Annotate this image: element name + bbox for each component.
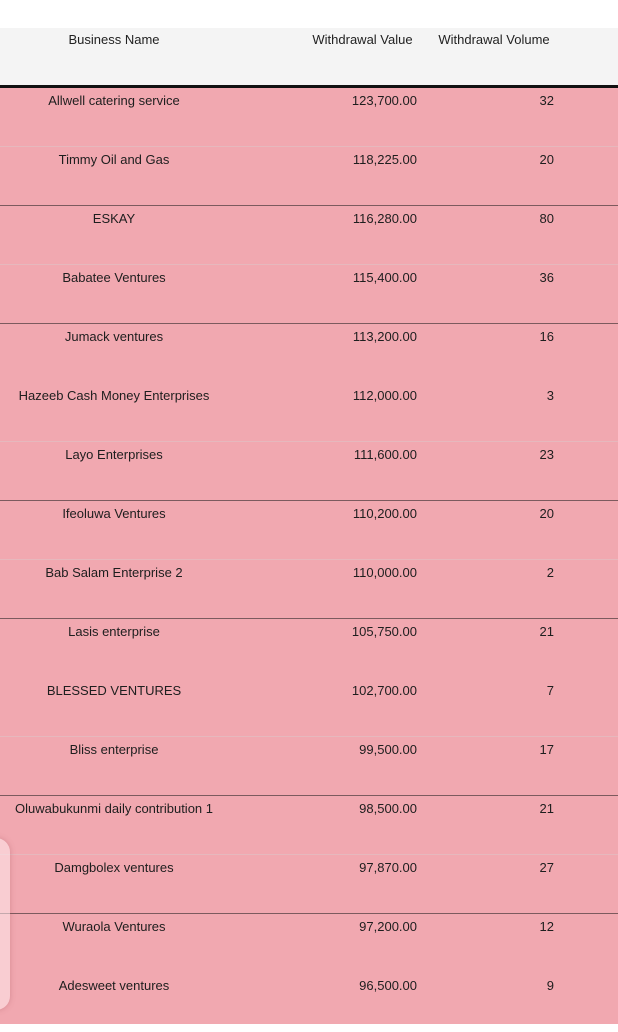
header-withdrawal-volume: Withdrawal Volume xyxy=(438,32,550,47)
withdrawal-volume-cell: 21 xyxy=(539,801,554,816)
withdrawal-value-cell: 96,500.00 xyxy=(359,978,417,993)
table-header xyxy=(0,28,618,88)
table-row[interactable] xyxy=(0,206,618,265)
withdrawal-volume-cell: 20 xyxy=(539,506,554,521)
withdrawal-volume-cell: 17 xyxy=(539,742,554,757)
withdrawal-volume-cell: 32 xyxy=(539,93,554,108)
withdrawal-value-cell: 97,870.00 xyxy=(359,860,417,875)
withdrawal-value-cell: 97,200.00 xyxy=(359,919,417,934)
withdrawal-value-cell: 102,700.00 xyxy=(351,683,417,698)
withdrawal-volume-cell: 12 xyxy=(539,919,554,934)
withdrawal-value-cell: 123,700.00 xyxy=(351,93,417,108)
table-row[interactable] xyxy=(0,442,618,501)
withdrawal-value-cell: 116,280.00 xyxy=(352,211,417,226)
withdrawal-value-cell: 110,200.00 xyxy=(352,506,417,521)
table-row[interactable] xyxy=(0,501,618,560)
withdrawal-value-cell: 118,225.00 xyxy=(352,152,417,167)
table-row[interactable] xyxy=(0,383,618,442)
table-row[interactable] xyxy=(0,973,618,1032)
business-name-cell: Adesweet ventures xyxy=(58,978,170,993)
top-strip xyxy=(0,0,618,28)
table-row[interactable] xyxy=(0,324,618,383)
business-name-cell: Layo Enterprises xyxy=(65,447,163,462)
withdrawal-volume-cell: 20 xyxy=(539,152,554,167)
withdrawal-volume-cell: 27 xyxy=(539,860,554,875)
table-row[interactable] xyxy=(0,147,618,206)
withdrawal-volume-cell: 23 xyxy=(539,447,554,462)
business-name-cell: BLESSED VENTURES xyxy=(46,683,182,698)
table-row[interactable] xyxy=(0,88,618,147)
edge-panel-handle[interactable] xyxy=(0,838,10,1010)
withdrawal-value-cell: 113,200.00 xyxy=(352,329,417,344)
table-row[interactable] xyxy=(0,737,618,796)
table-row[interactable] xyxy=(0,619,618,678)
withdrawal-volume-cell: 16 xyxy=(539,329,554,344)
business-name-cell: Bab Salam Enterprise 2 xyxy=(45,565,183,580)
table-row[interactable] xyxy=(0,796,618,855)
withdrawal-value-cell: 98,500.00 xyxy=(359,801,417,816)
withdrawal-volume-cell: 2 xyxy=(546,565,554,580)
withdrawal-volume-cell: 9 xyxy=(546,978,554,993)
business-name-cell: Oluwabukunmi daily contribution 1 xyxy=(15,801,213,816)
business-name-cell: Hazeeb Cash Money Enterprises xyxy=(18,388,210,403)
withdrawal-value-cell: 105,750.00 xyxy=(351,624,417,639)
withdrawal-volume-cell: 80 xyxy=(539,211,554,226)
withdrawal-value-cell: 115,400.00 xyxy=(352,270,417,285)
business-name-cell: Babatee Ventures xyxy=(62,270,166,285)
table-row[interactable] xyxy=(0,855,618,914)
business-name-cell: Bliss enterprise xyxy=(69,742,159,757)
table-row[interactable] xyxy=(0,914,618,973)
withdrawal-value-cell: 99,500.00 xyxy=(359,742,417,757)
withdrawal-volume-cell: 36 xyxy=(539,270,554,285)
table-body xyxy=(0,88,618,1024)
withdrawal-volume-cell: 3 xyxy=(546,388,554,403)
table-row[interactable] xyxy=(0,265,618,324)
withdrawal-value-cell: 111,600.00 xyxy=(353,447,417,462)
business-name-cell: Jumack ventures xyxy=(64,329,164,344)
business-name-cell: Damgbolex ventures xyxy=(54,860,174,875)
business-name-cell: Ifeoluwa Ventures xyxy=(62,506,166,521)
withdrawal-value-cell: 110,000.00 xyxy=(352,565,417,580)
header-business-name: Business Name xyxy=(68,32,160,47)
business-name-cell: Wuraola Ventures xyxy=(62,919,166,934)
table-row[interactable] xyxy=(0,560,618,619)
withdrawal-volume-cell: 21 xyxy=(539,624,554,639)
business-name-cell: Lasis enterprise xyxy=(68,624,160,639)
business-name-cell: Timmy Oil and Gas xyxy=(58,152,170,167)
business-name-cell: Allwell catering service xyxy=(48,93,180,108)
withdrawal-value-cell: 112,000.00 xyxy=(352,388,417,403)
header-withdrawal-value: Withdrawal Value xyxy=(312,32,413,47)
business-name-cell: ESKAY xyxy=(92,211,136,226)
withdrawal-volume-cell: 7 xyxy=(546,683,554,698)
table-row[interactable] xyxy=(0,678,618,737)
